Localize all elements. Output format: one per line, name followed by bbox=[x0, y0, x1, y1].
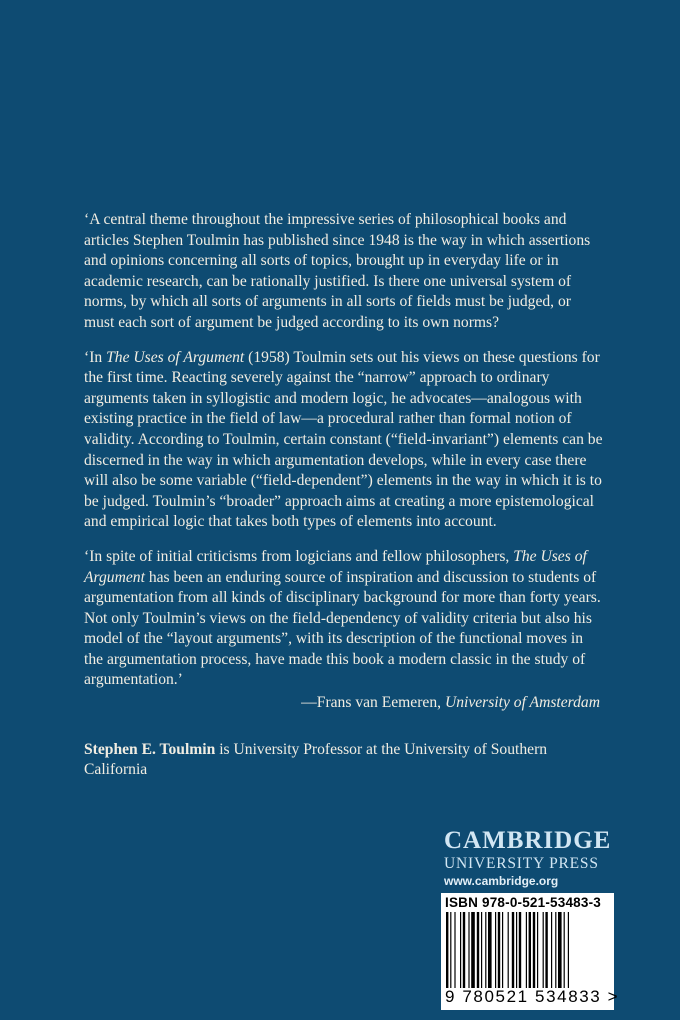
blurb-text bbox=[84, 210, 604, 795]
attribution-name: —Frans van Eemeren, bbox=[301, 694, 445, 712]
attribution-affiliation: University of Amsterdam bbox=[444, 694, 600, 712]
quote-paragraph-2-open: ‘In bbox=[84, 348, 107, 366]
book-title-italic-2: The Uses of Argument bbox=[84, 547, 587, 586]
quote-attribution bbox=[84, 693, 604, 714]
quote-paragraph-1-text: ‘A central theme throughout the impressive series of philosophical books and articles Stephen Toulmin has published since 1948 is the way in which assertions and opinions concerning all sorts of topics, brought up in everyday life or in academic research, can be rationally justified. Is there one universal system of norms, by which all sorts of arguments in all sorts of fields must be judged, or must each sort of argument be judged according to its own norms? bbox=[84, 211, 591, 331]
quote-paragraph-3-open: ‘In spite of initial criticisms from logicians and fellow philosophers, bbox=[84, 547, 514, 565]
quote-paragraph-2 bbox=[84, 348, 604, 533]
author-name: Stephen E. Toulmin bbox=[84, 740, 216, 758]
book-title-italic: The Uses of Argument bbox=[106, 348, 245, 366]
publisher-name: CAMBRIDGE bbox=[444, 827, 612, 854]
barcode-digits: 9 780521 534833 > bbox=[445, 987, 620, 1006]
publisher-url: www.cambridge.org bbox=[444, 874, 559, 888]
author-note bbox=[84, 740, 604, 781]
barcode-box bbox=[441, 893, 620, 1010]
barcode-bars-icon bbox=[444, 912, 611, 988]
author-note-text: is University Professor at the University of Southern California bbox=[84, 740, 548, 779]
quote-paragraph-1 bbox=[84, 210, 604, 334]
quote-paragraph-2-text: (1958) Toulmin sets out his views on these questions for the first time. Reacting severely against the “narrow” approach to ordinary arguments taken in syllogistic and modern logic, he advocates—analogous with existing practice in the field of law—a procedural rather than formal notion of validity. According to Toulmin, certain constant (“field-invariant”) elements can be discerned in the way in which argumentation develops, while in every case there will also be some variable (“field-dependent”) elements in the way in which it is to be judged. Toulmin’s “broader” approach aims at creating a more epistemological and empirical logic that takes both types of elements into account. bbox=[84, 348, 603, 531]
quote-paragraph-3 bbox=[84, 547, 604, 691]
quote-paragraph-3-text: has been an enduring source of inspiration and discussion to students of argumentation from all kinds of disciplinary background for more than forty years. Not only Toulmin’s views on the field-dependency of validity criteria but also his model of the “layout arguments”, with its description of the functional moves in the argumentation process, have made this book a modern classic in the study of argumentation.’ bbox=[84, 568, 601, 689]
publisher-logo bbox=[444, 828, 619, 888]
publisher-subtitle: UNIVERSITY PRESS bbox=[444, 855, 599, 872]
isbn-label: ISBN 978-0-521-53483-3 bbox=[445, 895, 601, 910]
